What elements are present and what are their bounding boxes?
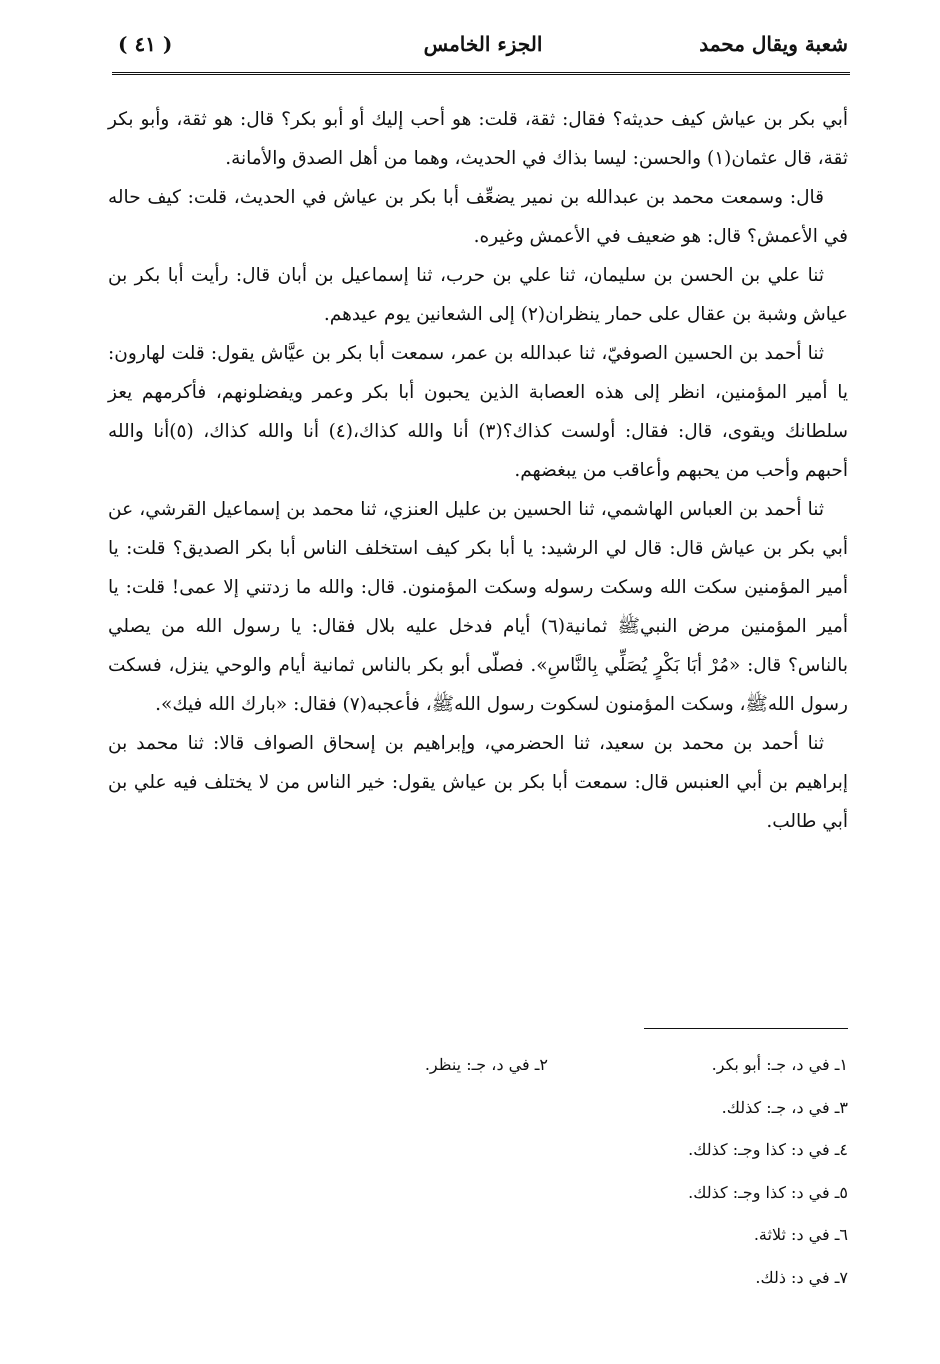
footnote: ١ـ في د، جـ: أبو بكر. <box>711 1055 848 1074</box>
footnote: ٤ـ في د: كذا وجـ: كذلك. <box>688 1140 848 1159</box>
footnote-divider <box>644 1028 848 1029</box>
section-title: شعبة ويقال محمد <box>699 32 848 56</box>
page-header <box>118 30 848 70</box>
paragraph: ثنا أحمد بن الحسين الصوفيّ، ثنا عبدالله بن عمر، سمعت أبا بكر بن عيَّاش يقول: قلت لهارون: يا أمير المؤمنين، انظر إلى هذه العصابة الذين يحبون أبا بكر وعمر ويفضلونهم، فأكرمهم يعز سلطانك ويقوى، قال: فقال: أولست كذاك؟(٣) أنا والله كذاك،(٤) أنا والله كذاك، (٥)أنا والله أحبهم وأحب من يحبهم وأعاقب من يبغضهم. <box>108 343 849 481</box>
volume-title: الجزء الخامس <box>423 32 543 56</box>
header-divider <box>112 72 850 75</box>
paragraph: قال: وسمعت محمد بن عبدالله بن نمير يضعِّف أبا بكر بن عياش في الحديث، قلت: كيف حاله في الأعمش؟ قال: هو ضعيف في الأعمش وغيره. <box>108 187 848 247</box>
footnote: ٧ـ في د: ذلك. <box>755 1267 848 1287</box>
paragraph: ثنا علي بن الحسن بن سليمان، ثنا علي بن حرب، ثنا إسماعيل بن أبان قال: رأيت أبا بكر بن عياش وشبة بن عقال على حمار ينظران(٢) إلى الشعانين يوم عيدهم. <box>108 265 848 325</box>
paragraph: ثنا أحمد بن محمد بن سعيد، ثنا الحضرمي، وإبراهيم بن إسحاق الصواف قالا: ثنا محمد بن إبراهيم بن أبي العنبس قال: سمعت أبا بكر بن عياش يقول: خير الناس من لا يختلف فيه علي بن أبي طالب. <box>108 733 848 832</box>
footnote: ٣ـ في د، جـ: كذلك. <box>721 1097 848 1117</box>
footnotes <box>108 1044 848 1299</box>
body-text <box>108 100 848 841</box>
page-number: ( ٤١ ) <box>118 32 173 56</box>
paragraph: أبي بكر بن عياش كيف حديثه؟ فقال: ثقة، قلت: هو أحب إليك أو أبو بكر؟ قال: هو ثقة، وأبو بكر ثقة، قال عثمان(١) والحسن: ليسا بذاك في الحديث، وهما من أهل الصدق والأمانة. <box>108 109 848 169</box>
paragraph: ثنا أحمد بن العباس الهاشمي، ثنا الحسين بن عليل العنزي، ثنا محمد بن إسماعيل القرشي، عن أبي بكر بن عياش قال: قال لي الرشيد: يا أبا بكر كيف استخلف الناس أبا بكر الصديق؟ قلت: يا أمير المؤمنين سكت الله وسكت رسوله وسكت المؤمنون. قال: والله ما زدتني إلا عمى! قلت: يا أمير المؤمنين مرض النبيﷺ ثمانية(٦) أيام فدخل عليه بلال فقال: يا رسول الله من يصلي بالناس؟ قال: «مُرْ أبَا بَكْرٍ يُصَلِّي بِالنَّاسِ». فصلّى أبو بكر بالناس ثمانية أيام والوحي ينزل، فسكت رسول اللهﷺ، وسكت المؤمنون لسكوت رسول اللهﷺ، فأعجبه(٧) فقال: «بارك الله فيك». <box>108 499 848 715</box>
footnote: ٦ـ في د: ثلاثة. <box>753 1225 848 1244</box>
footnote: ٥ـ في د: كذا وجـ: كذلك. <box>688 1182 848 1202</box>
footnote: ٢ـ في د، جـ: ينظر. <box>424 1055 548 1074</box>
